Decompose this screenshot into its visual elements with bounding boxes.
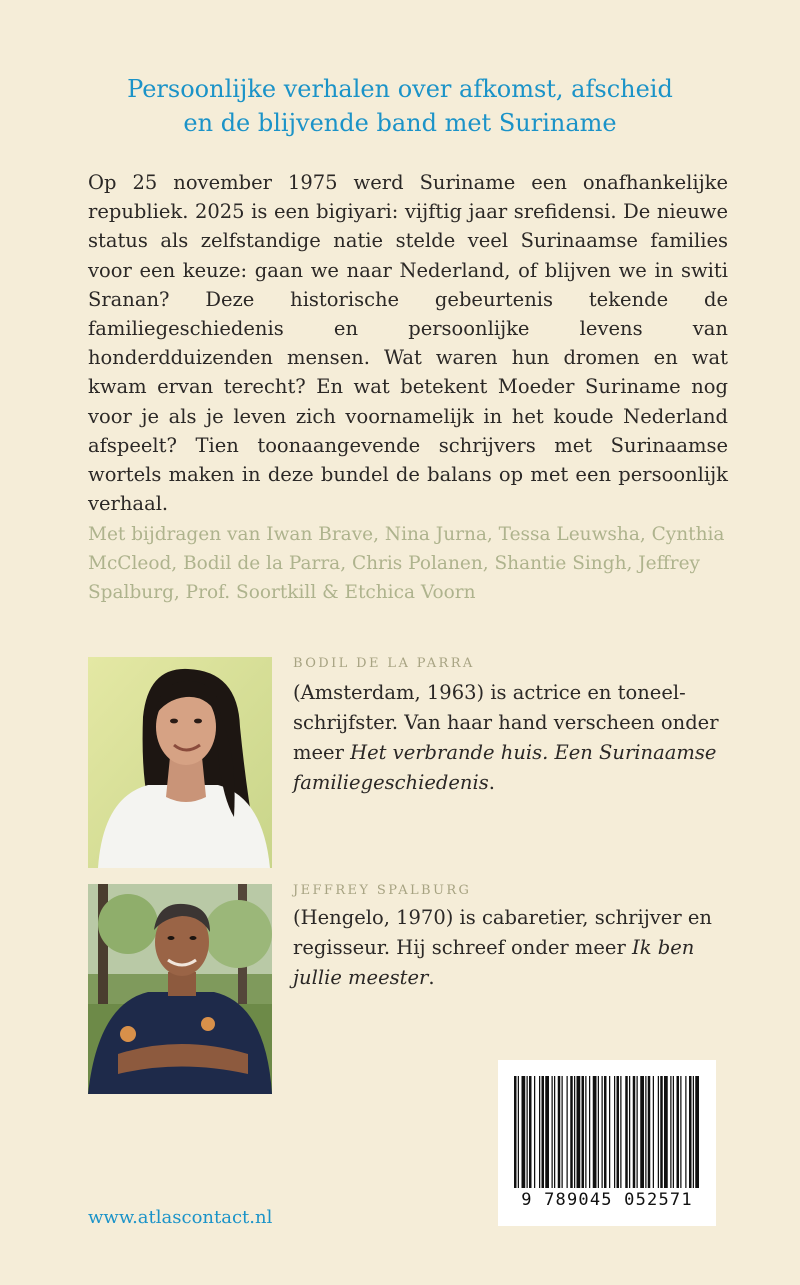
barcode-bar	[585, 1076, 586, 1188]
publisher-website-link[interactable]: www.atlascontact.nl	[88, 1207, 273, 1228]
barcode-bar	[552, 1076, 553, 1188]
barcode-bar	[577, 1076, 581, 1188]
barcode-bar	[673, 1076, 674, 1188]
barcode-bar	[582, 1076, 585, 1188]
barcode-bar	[614, 1076, 615, 1188]
barcode-bar	[567, 1076, 568, 1188]
isbn-digits: 9 789045 052571	[521, 1190, 693, 1210]
barcode-bar	[514, 1076, 517, 1188]
barcode-bar	[529, 1076, 532, 1188]
tagline-line-1: Persoonlijke verhalen over afkomst, afscheid	[127, 75, 673, 103]
author-bio-jeffrey	[293, 903, 733, 993]
author-bio-bodil-text: (Amsterdam, 1963) is actrice en toneelschrijfster. Van haar hand verscheen onder meer	[293, 681, 719, 764]
barcode-bar	[689, 1076, 692, 1188]
barcode-bar	[593, 1076, 597, 1188]
contributors-list: Met bijdragen van Iwan Brave, Nina Jurna, Tessa Leuwsha, Cynthia McCleod, Bodil de la Parra, Chris Polanen, Shantie Singh, Jeffrey Spalburg, Prof. Soortkill & Etchica Voorn	[88, 524, 725, 603]
barcode-bars	[510, 1076, 704, 1188]
intro-paragraph: Op 25 november 1975 werd Suriname een onafhankelijke republiek. 2025 is een bigiyari: vijftig jaar srefidensi. De nieuwe status als zelfstandige natie stelde veel Surinaamse families voor een keuze: gaan we naar Nederland, of blijven we in switi Sranan? Deze historische gebeurtenis tekende de familiegeschiedenis en persoonlijke levens van honderdduizenden mensen. Wat waren hun dromen en wat kwam ervan terecht? En wat betekent Moeder Suriname nog voor je als je leven zich voornamelijk in het koude Nederland afspeelt? Tien toonaangevende schrijvers met Surinaamse wortels maken in deze bundel de balans op met een persoonlijk verhaal.	[88, 171, 728, 516]
barcode-bar	[539, 1076, 540, 1188]
barcode-bar	[693, 1076, 694, 1188]
barcode-bar	[542, 1076, 545, 1188]
author-photo-jeffrey	[88, 884, 272, 1094]
barcode-bar	[598, 1076, 599, 1188]
barcode-bar	[570, 1076, 573, 1188]
barcode-bar	[664, 1076, 668, 1188]
barcode-bar	[670, 1076, 671, 1188]
barcode-bar	[609, 1076, 610, 1188]
barcode-bar	[653, 1076, 654, 1188]
barcode-bar	[637, 1076, 638, 1188]
barcode-bar	[695, 1076, 699, 1188]
author-bio-jeffrey-end: .	[428, 966, 435, 989]
isbn-barcode	[498, 1060, 716, 1226]
barcode-bar	[589, 1076, 590, 1188]
barcode-bar	[645, 1076, 646, 1188]
barcode-bar	[620, 1076, 621, 1188]
barcode-bar	[617, 1076, 620, 1188]
author-name-jeffrey: JEFFREY SPALBURG	[293, 883, 472, 898]
barcode-bar	[685, 1076, 686, 1188]
author-bio-bodil-end: .	[488, 771, 495, 794]
barcode-bar	[534, 1076, 535, 1188]
barcode-bar	[629, 1076, 630, 1188]
tagline-line-2: en de blijvende band met Suriname	[183, 109, 617, 137]
barcode-bar	[648, 1076, 651, 1188]
barcode-bar	[558, 1076, 561, 1188]
author-bio-jeffrey-text: (Hengelo, 1970) is cabaretier, schrijver en regisseur. Hij schreef onder meer	[293, 906, 712, 959]
barcode-bar	[562, 1076, 563, 1188]
author-bio-bodil-book-title: Het verbrande huis. Een Surinaamse familiegeschiedenis	[293, 741, 717, 794]
barcode-bar	[574, 1076, 575, 1188]
barcode-bar	[640, 1076, 644, 1188]
author-bio-bodil	[293, 678, 733, 798]
author-photo-bodil	[88, 657, 272, 868]
author-bio-jeffrey-book-title: Ik ben jullie meester	[293, 936, 695, 989]
barcode-bar	[527, 1076, 528, 1188]
barcode-bar	[522, 1076, 526, 1188]
barcode-bar	[545, 1076, 549, 1188]
barcode-bar	[604, 1076, 607, 1188]
barcode-bar	[633, 1076, 636, 1188]
barcode-bar	[518, 1076, 519, 1188]
barcode-bar	[625, 1076, 628, 1188]
barcode-bar	[660, 1076, 663, 1188]
barcode-bar	[680, 1076, 681, 1188]
barcode-bar	[658, 1076, 659, 1188]
barcode-bar	[677, 1076, 680, 1188]
barcode-bar	[554, 1076, 555, 1188]
tagline	[60, 72, 740, 140]
author-name-bodil: BODIL DE LA PARRA	[293, 656, 475, 671]
barcode-bar	[602, 1076, 603, 1188]
